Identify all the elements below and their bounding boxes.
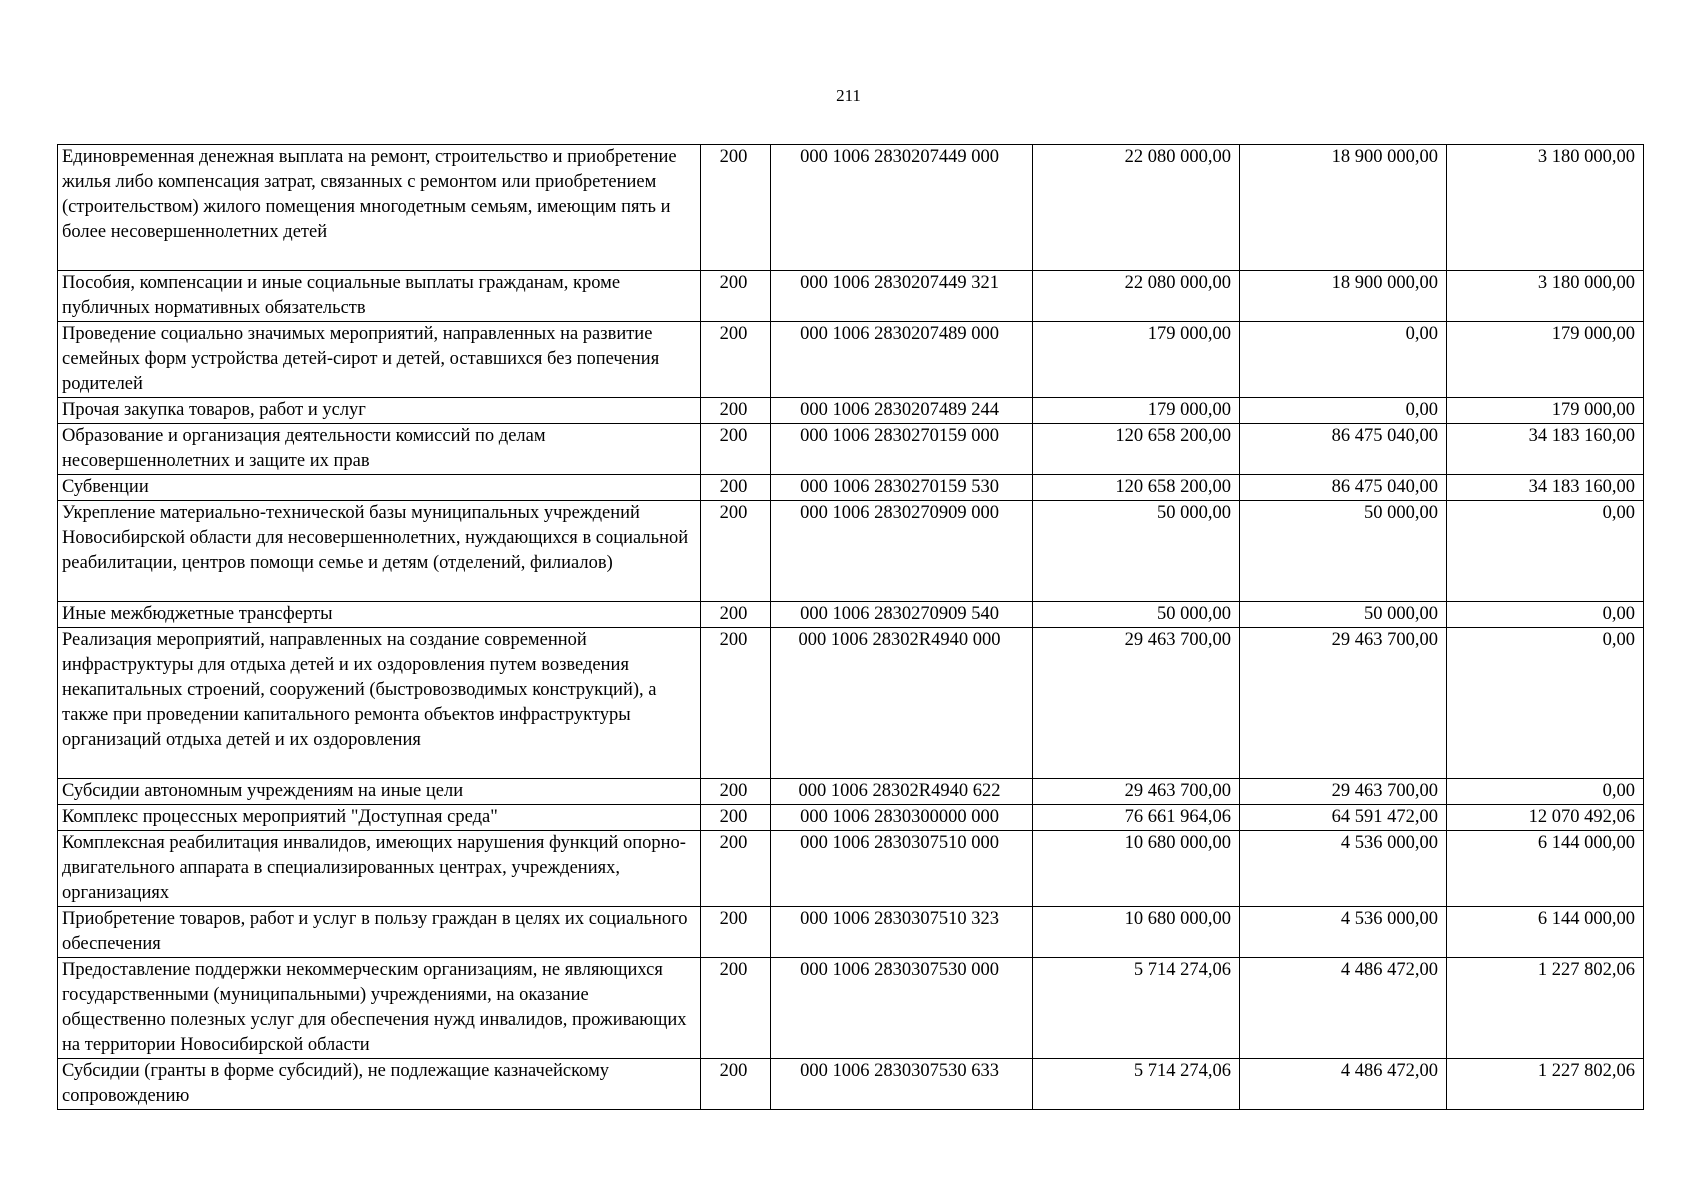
row-name: Приобретение товаров, работ и услуг в пользу граждан в целях их социального обеспечения	[58, 907, 701, 958]
table-row	[58, 322, 1644, 398]
row-value-3: 1 227 802,06	[1447, 958, 1644, 1059]
row-value-2: 50 000,00	[1240, 501, 1447, 602]
row-grbs: 200	[701, 475, 771, 501]
row-name: Комплексная реабилитация инвалидов, имеющих нарушения функций опорно-двигательного аппарата в специализированных центрах, учреждениях, организациях	[58, 831, 701, 907]
row-value-3: 0,00	[1447, 779, 1644, 805]
budget-table	[57, 144, 1644, 1110]
row-value-2: 18 900 000,00	[1240, 145, 1447, 271]
table-row	[58, 475, 1644, 501]
row-name: Предоставление поддержки некоммерческим организациям, не являющихся государственными (муниципальными) учреждениями, на оказание общественно полезных услуг для обеспечения нужд инвалидов, проживающих на территории Новосибирской области	[58, 958, 701, 1059]
row-total: 120 658 200,00	[1033, 475, 1240, 501]
table-row	[58, 907, 1644, 958]
row-total: 50 000,00	[1033, 602, 1240, 628]
row-value-2: 29 463 700,00	[1240, 779, 1447, 805]
row-total: 179 000,00	[1033, 322, 1240, 398]
row-total: 22 080 000,00	[1033, 271, 1240, 322]
row-value-3: 3 180 000,00	[1447, 145, 1644, 271]
row-code: 000 1006 2830270159 000	[771, 424, 1033, 475]
row-value-3: 179 000,00	[1447, 322, 1644, 398]
row-value-3: 0,00	[1447, 628, 1644, 779]
row-code: 000 1006 2830270159 530	[771, 475, 1033, 501]
table-row	[58, 958, 1644, 1059]
row-name: Реализация мероприятий, направленных на создание современной инфраструктуры для отдыха детей и их оздоровления путем возведения некапитальных строений, сооружений (быстровозводимых конструкций), а также при проведении капитального ремонта объектов инфраструктуры организаций отдыха детей и их оздоровления	[58, 628, 701, 779]
row-code: 000 1006 2830207449 321	[771, 271, 1033, 322]
row-total: 22 080 000,00	[1033, 145, 1240, 271]
row-code: 000 1006 2830207489 244	[771, 398, 1033, 424]
row-grbs: 200	[701, 907, 771, 958]
row-total: 10 680 000,00	[1033, 907, 1240, 958]
row-grbs: 200	[701, 501, 771, 602]
row-value-2: 4 486 472,00	[1240, 1059, 1447, 1110]
row-grbs: 200	[701, 322, 771, 398]
row-code: 000 1006 28302R4940 000	[771, 628, 1033, 779]
table-row	[58, 501, 1644, 602]
row-total: 120 658 200,00	[1033, 424, 1240, 475]
row-code: 000 1006 2830270909 000	[771, 501, 1033, 602]
row-name: Субвенции	[58, 475, 701, 501]
row-value-2: 18 900 000,00	[1240, 271, 1447, 322]
row-name: Прочая закупка товаров, работ и услуг	[58, 398, 701, 424]
row-value-2: 50 000,00	[1240, 602, 1447, 628]
table-row	[58, 628, 1644, 779]
row-grbs: 200	[701, 424, 771, 475]
budget-table-body	[58, 145, 1644, 1110]
row-value-2: 4 486 472,00	[1240, 958, 1447, 1059]
row-code: 000 1006 2830300000 000	[771, 805, 1033, 831]
row-grbs: 200	[701, 398, 771, 424]
row-total: 76 661 964,06	[1033, 805, 1240, 831]
table-row	[58, 398, 1644, 424]
row-value-3: 0,00	[1447, 602, 1644, 628]
table-row	[58, 805, 1644, 831]
row-value-3: 179 000,00	[1447, 398, 1644, 424]
row-grbs: 200	[701, 602, 771, 628]
row-name: Проведение социально значимых мероприятий, направленных на развитие семейных форм устройства детей-сирот и детей, оставшихся без попечения родителей	[58, 322, 701, 398]
row-value-2: 4 536 000,00	[1240, 907, 1447, 958]
table-row	[58, 1059, 1644, 1110]
row-total: 29 463 700,00	[1033, 779, 1240, 805]
row-value-2: 86 475 040,00	[1240, 475, 1447, 501]
row-grbs: 200	[701, 779, 771, 805]
row-value-3: 12 070 492,06	[1447, 805, 1644, 831]
table-row	[58, 602, 1644, 628]
table-row	[58, 831, 1644, 907]
row-code: 000 1006 2830307530 633	[771, 1059, 1033, 1110]
row-value-2: 4 536 000,00	[1240, 831, 1447, 907]
row-grbs: 200	[701, 145, 771, 271]
row-name: Иные межбюджетные трансферты	[58, 602, 701, 628]
row-grbs: 200	[701, 628, 771, 779]
row-value-2: 0,00	[1240, 322, 1447, 398]
row-value-3: 6 144 000,00	[1447, 831, 1644, 907]
row-value-3: 34 183 160,00	[1447, 475, 1644, 501]
row-value-3: 34 183 160,00	[1447, 424, 1644, 475]
table-row	[58, 271, 1644, 322]
row-name: Укрепление материально-технической базы муниципальных учреждений Новосибирской области для несовершеннолетних, нуждающихся в социальной реабилитации, центров помощи семье и детям (отделений, филиалов)	[58, 501, 701, 602]
row-value-2: 64 591 472,00	[1240, 805, 1447, 831]
row-grbs: 200	[701, 831, 771, 907]
row-value-3: 1 227 802,06	[1447, 1059, 1644, 1110]
table-row	[58, 145, 1644, 271]
row-value-3: 0,00	[1447, 501, 1644, 602]
row-value-2: 29 463 700,00	[1240, 628, 1447, 779]
row-total: 10 680 000,00	[1033, 831, 1240, 907]
row-value-2: 0,00	[1240, 398, 1447, 424]
row-value-2: 86 475 040,00	[1240, 424, 1447, 475]
row-total: 5 714 274,06	[1033, 958, 1240, 1059]
row-code: 000 1006 28302R4940 622	[771, 779, 1033, 805]
row-total: 179 000,00	[1033, 398, 1240, 424]
row-code: 000 1006 2830207449 000	[771, 145, 1033, 271]
row-name: Пособия, компенсации и иные социальные выплаты гражданам, кроме публичных нормативных обязательств	[58, 271, 701, 322]
table-row	[58, 424, 1644, 475]
row-grbs: 200	[701, 1059, 771, 1110]
row-value-3: 6 144 000,00	[1447, 907, 1644, 958]
row-name: Субсидии (гранты в форме субсидий), не подлежащие казначейскому сопровождению	[58, 1059, 701, 1110]
table-row	[58, 779, 1644, 805]
row-code: 000 1006 2830207489 000	[771, 322, 1033, 398]
page-number: 211	[836, 86, 861, 105]
row-code: 000 1006 2830307530 000	[771, 958, 1033, 1059]
row-code: 000 1006 2830307510 323	[771, 907, 1033, 958]
row-total: 50 000,00	[1033, 501, 1240, 602]
row-total: 5 714 274,06	[1033, 1059, 1240, 1110]
row-grbs: 200	[701, 805, 771, 831]
row-name: Единовременная денежная выплата на ремонт, строительство и приобретение жилья либо компенсация затрат, связанных с ремонтом или приобретением (строительством) жилого помещения многодетным семьям, имеющим пять и более несовершеннолетних детей	[58, 145, 701, 271]
row-name: Образование и организация деятельности комиссий по делам несовершеннолетних и защите их прав	[58, 424, 701, 475]
row-value-3: 3 180 000,00	[1447, 271, 1644, 322]
row-code: 000 1006 2830270909 540	[771, 602, 1033, 628]
row-grbs: 200	[701, 271, 771, 322]
row-code: 000 1006 2830307510 000	[771, 831, 1033, 907]
row-grbs: 200	[701, 958, 771, 1059]
row-name: Комплекс процессных мероприятий "Доступная среда"	[58, 805, 701, 831]
row-name: Субсидии автономным учреждениям на иные цели	[58, 779, 701, 805]
row-total: 29 463 700,00	[1033, 628, 1240, 779]
